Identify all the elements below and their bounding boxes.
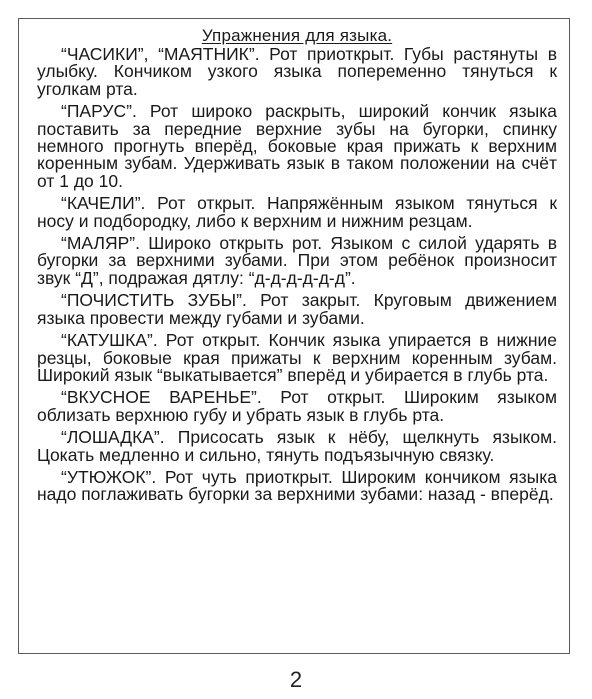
page-number: 2 <box>289 667 303 692</box>
exercise-katushka: “КАТУШКА”. Рот открыт. Кончик языка упирается в нижние резцы, боковые края прижаты к верхним коренным зубам. Широкий язык “выкатывается” вперёд и убирается в глубь рта. <box>37 330 557 385</box>
page-title: Упражнения для языка. <box>201 26 393 45</box>
page-frame <box>18 18 570 654</box>
exercise-utyuzhok: “УТЮЖОК”. Рот чуть приоткрыт. Широким кончиком языка надо поглаживать бугорки за верхними зубами: назад - вперёд. <box>37 466 557 505</box>
exercise-parus: “ПАРУС”. Рот широко раскрыть, широкий кончик языка поставить за передние верхние зубы на бугорки, спинку немного прогнуть вперёд, боковые края прижать к верхним коренным зубам. Удерживать язык в таком положении на счёт от 1 до 10. <box>37 101 557 191</box>
exercise-loshadka: “ЛОШАДКА”. Присосать язык к нёбу, щелкнуть языком. Цокать медленно и сильно, тянуть подъязычную связку. <box>37 427 557 465</box>
exercise-pochistit-zuby: “ПОЧИСТИТЬ ЗУБЫ”. Рот закрыт. Круговым движением языка провести между губами и зубами. <box>37 290 557 328</box>
exercise-chasiki: “ЧАСИКИ”, “МАЯТНИК”. Рот приоткрыт. Губы растянуты в улыбку. Кончиком узкого языка попеременно тянуться к уголкам рта. <box>37 44 557 99</box>
exercise-kacheli: “КАЧЕЛИ”. Рот открыт. Напряжённым языком тянуться к носу и подбородку, либо к верхним и нижним резцам. <box>37 193 557 231</box>
exercise-malyar: “МАЛЯР”. Широко открыть рот. Языком с силой ударять в бугорки за верхними зубами. При этом ребёнок произносит звук “Д”, подражая дятлу: “д-д-д-д-д-д”. <box>37 233 557 288</box>
exercise-vkusnoe-varenye: “ВКУСНОЕ ВАРЕНЬЕ”. Рот открыт. Широким языком облизать верхнюю губу и убрать язык в глубь рта. <box>37 387 557 425</box>
